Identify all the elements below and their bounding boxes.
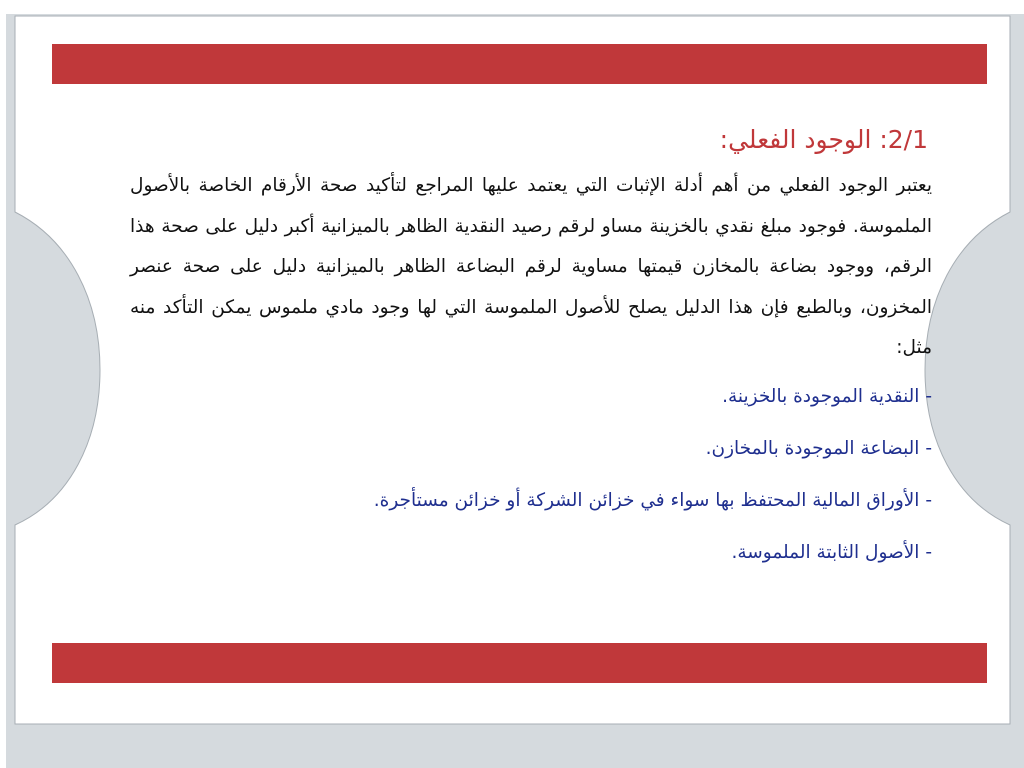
bullet-item: - الأوراق المالية المحتفظ بها سواء في خزائن الشركة أو خزائن مستأجرة.	[373, 489, 932, 511]
bullet-item: - البضاعة الموجودة بالمخازن.	[705, 437, 932, 459]
top-accent-bar	[52, 44, 987, 84]
slide-heading: 2/1: الوجود الفعلي:	[719, 125, 928, 154]
bullet-list	[120, 371, 932, 579]
bottom-accent-bar	[52, 643, 987, 683]
slide-content	[120, 118, 932, 579]
bullet-item: - الأصول الثابتة الملموسة.	[731, 541, 932, 563]
body-paragraph: يعتبر الوجود الفعلي من أهم أدلة الإثبات التي يعتمد عليها المراجع لتأكيد صحة الأرقام الخاصة بالأصول الملموسة. فوجود مبلغ نقدي بالخزينة مساو لرقم رصيد النقدية الظاهر بالميزانية أكبر دليل على صحة هذا الرقم، ووجود بضاعة بالمخازن قيمتها مساوية لرقم البضاعة الظاهر بالميزانية دليل على صحة عنصر المخزون، وبالطبع فإن هذا الدليل يصلح للأصول الملموسة التي لها وجود مادي ملموس يمكن التأكد منه مثل:	[130, 175, 932, 358]
bullet-item: - النقدية الموجودة بالخزينة.	[722, 385, 932, 407]
